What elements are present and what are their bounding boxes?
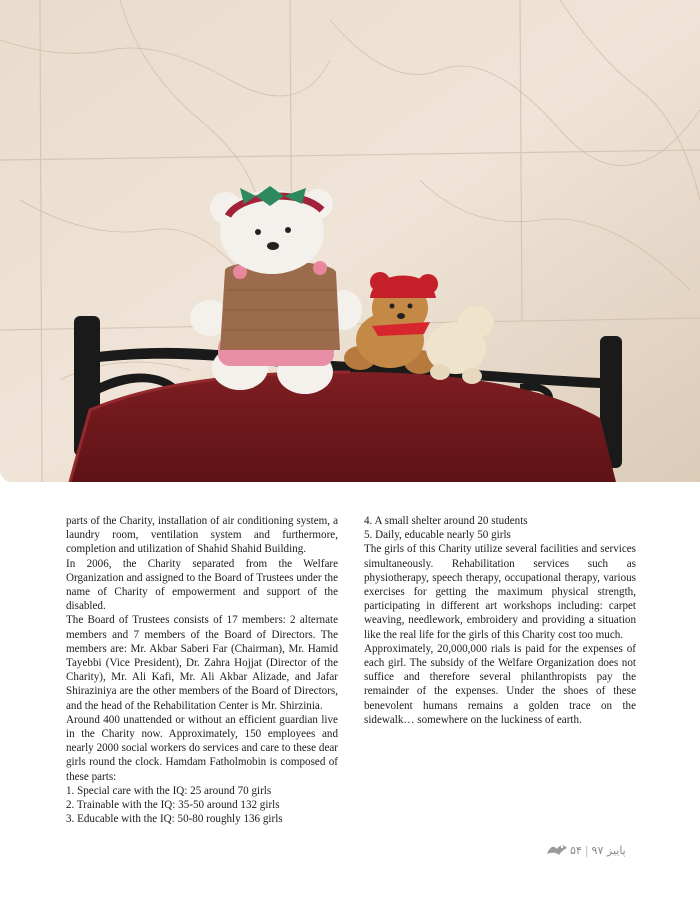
list-item: 1. Special care with the IQ: 25 around 70 girls	[66, 784, 272, 797]
paragraph: In 2006, the Charity separated from the Welfare Organization and assigned to the Board of Trustees under the name of Charity of empowerment and support of the disabled.	[66, 557, 338, 613]
list-item: 3. Educable with the IQ: 50-80 roughly 136 girls	[66, 813, 283, 826]
paragraph: parts of the Charity, installation of air conditioning system, a laundry room, ventilation system and furthermore, completion and utilization of Shahid Shahid Building.	[66, 515, 338, 556]
paragraph: The girls of this Charity utilize several facilities and services simultaneously. Rehabilitation services such as physiotherapy, speech therapy, occupational therapy, various exercises for getting the maximum physical strength, participating in different art workshops including: carpet weaving, needlework, embroidery and providing a situation like the real life for the girls of this Charity cost too much.	[364, 543, 636, 641]
footer-separator: |	[584, 844, 589, 857]
list-item: 5. Daily, educable nearly 50 girls	[364, 529, 511, 542]
page-number: ۵۴	[570, 844, 582, 857]
issue-label: پاییز ۹۷	[591, 844, 626, 857]
list-item: 2. Trainable with the IQ: 35-50 around 132 girls	[66, 799, 280, 812]
left-text-column	[66, 514, 338, 826]
magazine-logo-icon	[546, 843, 568, 860]
paragraph: The Board of Trustees consists of 17 members: 2 alternate members and 7 members of the Board of Directors. The members are: Mr. Akbar Saberi Far (Chairman), Mr. Hamid Tayebbi (Vice President), Dr. Zahra Hojjat (Director of the Charity), Mr. Ali Kafi, Mr. Ali Akbar Alizade, and Jafar Shiraziniya are the other members of the Board of Directors, and the head of the Rehabilitation Center is Mr. Shirzinia.	[66, 614, 338, 712]
paragraph: Approximately, 20,000,000 rials is paid for the expenses of each girl. The subsidy of the Welfare Organization does not suffice and therefore several philanthropists pay the remainder of the expenses. Under the shoes of these benevolent humans remains a golden trace on the sidewalk… somewhere on the luckiness of earth.	[364, 642, 636, 726]
right-text-column	[364, 514, 636, 727]
list-item: 4. A small shelter around 20 students	[364, 515, 528, 527]
paragraph: Around 400 unattended or without an efficient guardian live in the Charity now. Approximately, 150 employees and nearly 2000 social workers do services and care to these dear girls round the clock. Hamdam Fatholmobin is composed of these parts:	[66, 713, 338, 783]
